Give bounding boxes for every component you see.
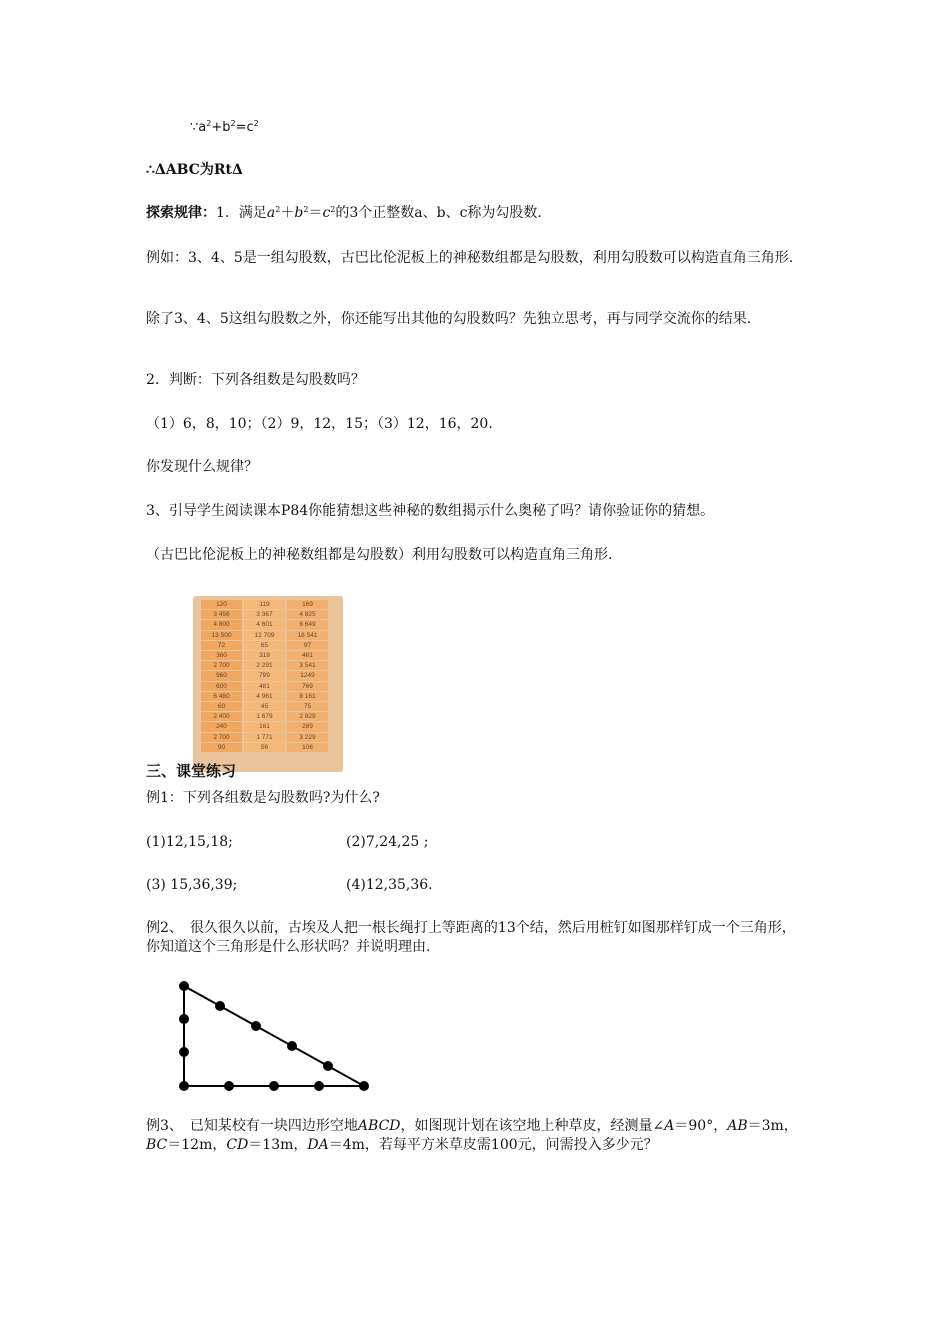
guide-reading: 3、引导学生阅读课本P84你能猜想这些神秘的数组揭示什么奥秘了吗？请你验证你的猜想。 <box>146 503 715 519</box>
therefore-line: ∴ΔABC为RtΔ <box>146 162 243 178</box>
tablet-table <box>199 599 330 753</box>
tablet-cell: 2 929 <box>287 712 328 721</box>
tablet-cell: 1 771 <box>244 733 285 742</box>
babylonian-tablet-image <box>193 596 343 772</box>
tablet-cell: 4 601 <box>244 620 285 629</box>
tablet-row <box>201 671 328 680</box>
tablet-cell: 12 709 <box>244 631 285 640</box>
tablet-cell: 481 <box>287 651 328 660</box>
tablet-row <box>201 692 328 701</box>
judge-items: （1）6，8，10；（2）9，12，15；（3）12，16，20. <box>146 416 493 432</box>
section3-heading: 三、课堂练习 <box>146 762 237 780</box>
tablet-row <box>201 722 328 731</box>
question-other: 除了3、4、5这组勾股数之外，你还能写出其他的勾股数吗？先独立思考，再与同学交流你的结果. <box>146 311 752 327</box>
tablet-row <box>201 631 328 640</box>
tablet-cell: 8 161 <box>287 692 328 701</box>
tablet-row <box>201 661 328 670</box>
tablet-cell: 97 <box>287 641 328 650</box>
tablet-cell: 90 <box>201 743 242 752</box>
explore-label: 探索规律： <box>146 205 216 221</box>
tablet-cell: 769 <box>287 682 328 691</box>
tablet-cell: 72 <box>201 641 242 650</box>
tablet-cell: 2 291 <box>244 661 285 670</box>
tablet-cell: 18 541 <box>287 631 328 640</box>
tablet-cell: 56 <box>244 743 285 752</box>
tablet-cell: 600 <box>201 682 242 691</box>
explore-text-before: 1．满足 <box>216 205 267 221</box>
tablet-cell: 4 961 <box>244 692 285 701</box>
tablet-cell: 2 700 <box>201 733 242 742</box>
tablet-row <box>201 712 328 721</box>
tablet-cell: 3 541 <box>287 661 328 670</box>
tablet-cell: 2 400 <box>201 712 242 721</box>
ex3-text: 例3、 已知某校有一块四边形空地ABCD，如图现计划在该空地上种草皮，经测量∠A＝90°，AB＝3m，BC＝12m，CD＝13m，DA＝4m，若每平方米草皮需100元，问需投入多少元？ <box>146 1118 798 1153</box>
tablet-cell: 120 <box>201 600 242 609</box>
tablet-row <box>201 610 328 619</box>
tablet-cell: 319 <box>244 651 285 660</box>
tablet-cell: 360 <box>201 651 242 660</box>
tablet-cell: 161 <box>244 722 285 731</box>
tablet-cell: 3 456 <box>201 610 242 619</box>
tablet-cell: 960 <box>201 671 242 680</box>
tablet-cell: 289 <box>287 722 328 731</box>
tablet-cell: 4 825 <box>287 610 328 619</box>
tablet-row <box>201 651 328 660</box>
example-intro: 例如：3、4、5是一组勾股数，古巴比伦泥板上的神秘数组都是勾股数，利用勾股数可以构造直角三角形. <box>146 250 794 266</box>
find-rule: 你发现什么规律？ <box>146 459 258 475</box>
tablet-row <box>201 733 328 742</box>
tablet-cell: 6 649 <box>287 620 328 629</box>
explore-rule: 探索规律：1．满足$a^2+b^2=c^2$的3个正整数a、b、c称为勾股数. <box>146 205 542 221</box>
tablet-cell: 1 679 <box>244 712 285 721</box>
tablet-row <box>201 702 328 711</box>
knots <box>179 981 369 1091</box>
tablet-cell: 60 <box>201 702 242 711</box>
tablet-cell: 2 700 <box>201 661 242 670</box>
tablet-cell: 119 <box>244 600 285 609</box>
ex2-text: 例2、 很久很久以前，古埃及人把一根长绳打上等距离的13个结，然后用桩钉如图那样钉成一个三角形，你知道这个三角形是什么形状吗？并说明理由. <box>146 920 796 955</box>
tablet-cell: 799 <box>244 671 285 680</box>
tablet-cell: 4 800 <box>201 620 242 629</box>
tablet-cell: 45 <box>244 702 285 711</box>
babylon-note: （古巴比伦泥板上的神秘数组都是勾股数）利用勾股数可以构造直角三角形. <box>146 547 613 563</box>
tablet-cell: 106 <box>287 743 328 752</box>
tablet-cell: 3 229 <box>287 733 328 742</box>
ex1-item2: (2)7,24,25 ; <box>346 834 429 850</box>
tablet-row <box>201 600 328 609</box>
tablet-cell: 240 <box>201 722 242 731</box>
ex1-item4: (4)12,35,36. <box>346 877 433 893</box>
tablet-cell: 6 480 <box>201 692 242 701</box>
because-line: $\because a^2+b^2=c^2$ <box>190 119 259 135</box>
tablet-cell: 481 <box>244 682 285 691</box>
triangle-outline <box>184 986 364 1086</box>
tablet-row <box>201 641 328 650</box>
tablet-cell: 65 <box>244 641 285 650</box>
tablet-cell: 169 <box>287 600 328 609</box>
ex1-title: 例1：下列各组数是勾股数吗?为什么? <box>146 790 380 806</box>
ex1-item1: (1)12,15,18; <box>146 834 233 850</box>
judge-title: 2．判断：下列各组数是勾股数吗？ <box>146 372 365 388</box>
explore-text-after: 的3个正整数a、b、c称为勾股数. <box>335 205 542 221</box>
tablet-row <box>201 743 328 752</box>
tablet-cell: 3 367 <box>244 610 285 619</box>
ex1-item3: (3) 15,36,39; <box>146 877 238 893</box>
tablet-row <box>201 620 328 629</box>
tablet-row <box>201 682 328 691</box>
tablet-cell: 75 <box>287 702 328 711</box>
tablet-cell: 13 500 <box>201 631 242 640</box>
tablet-cell: 1249 <box>287 671 328 680</box>
